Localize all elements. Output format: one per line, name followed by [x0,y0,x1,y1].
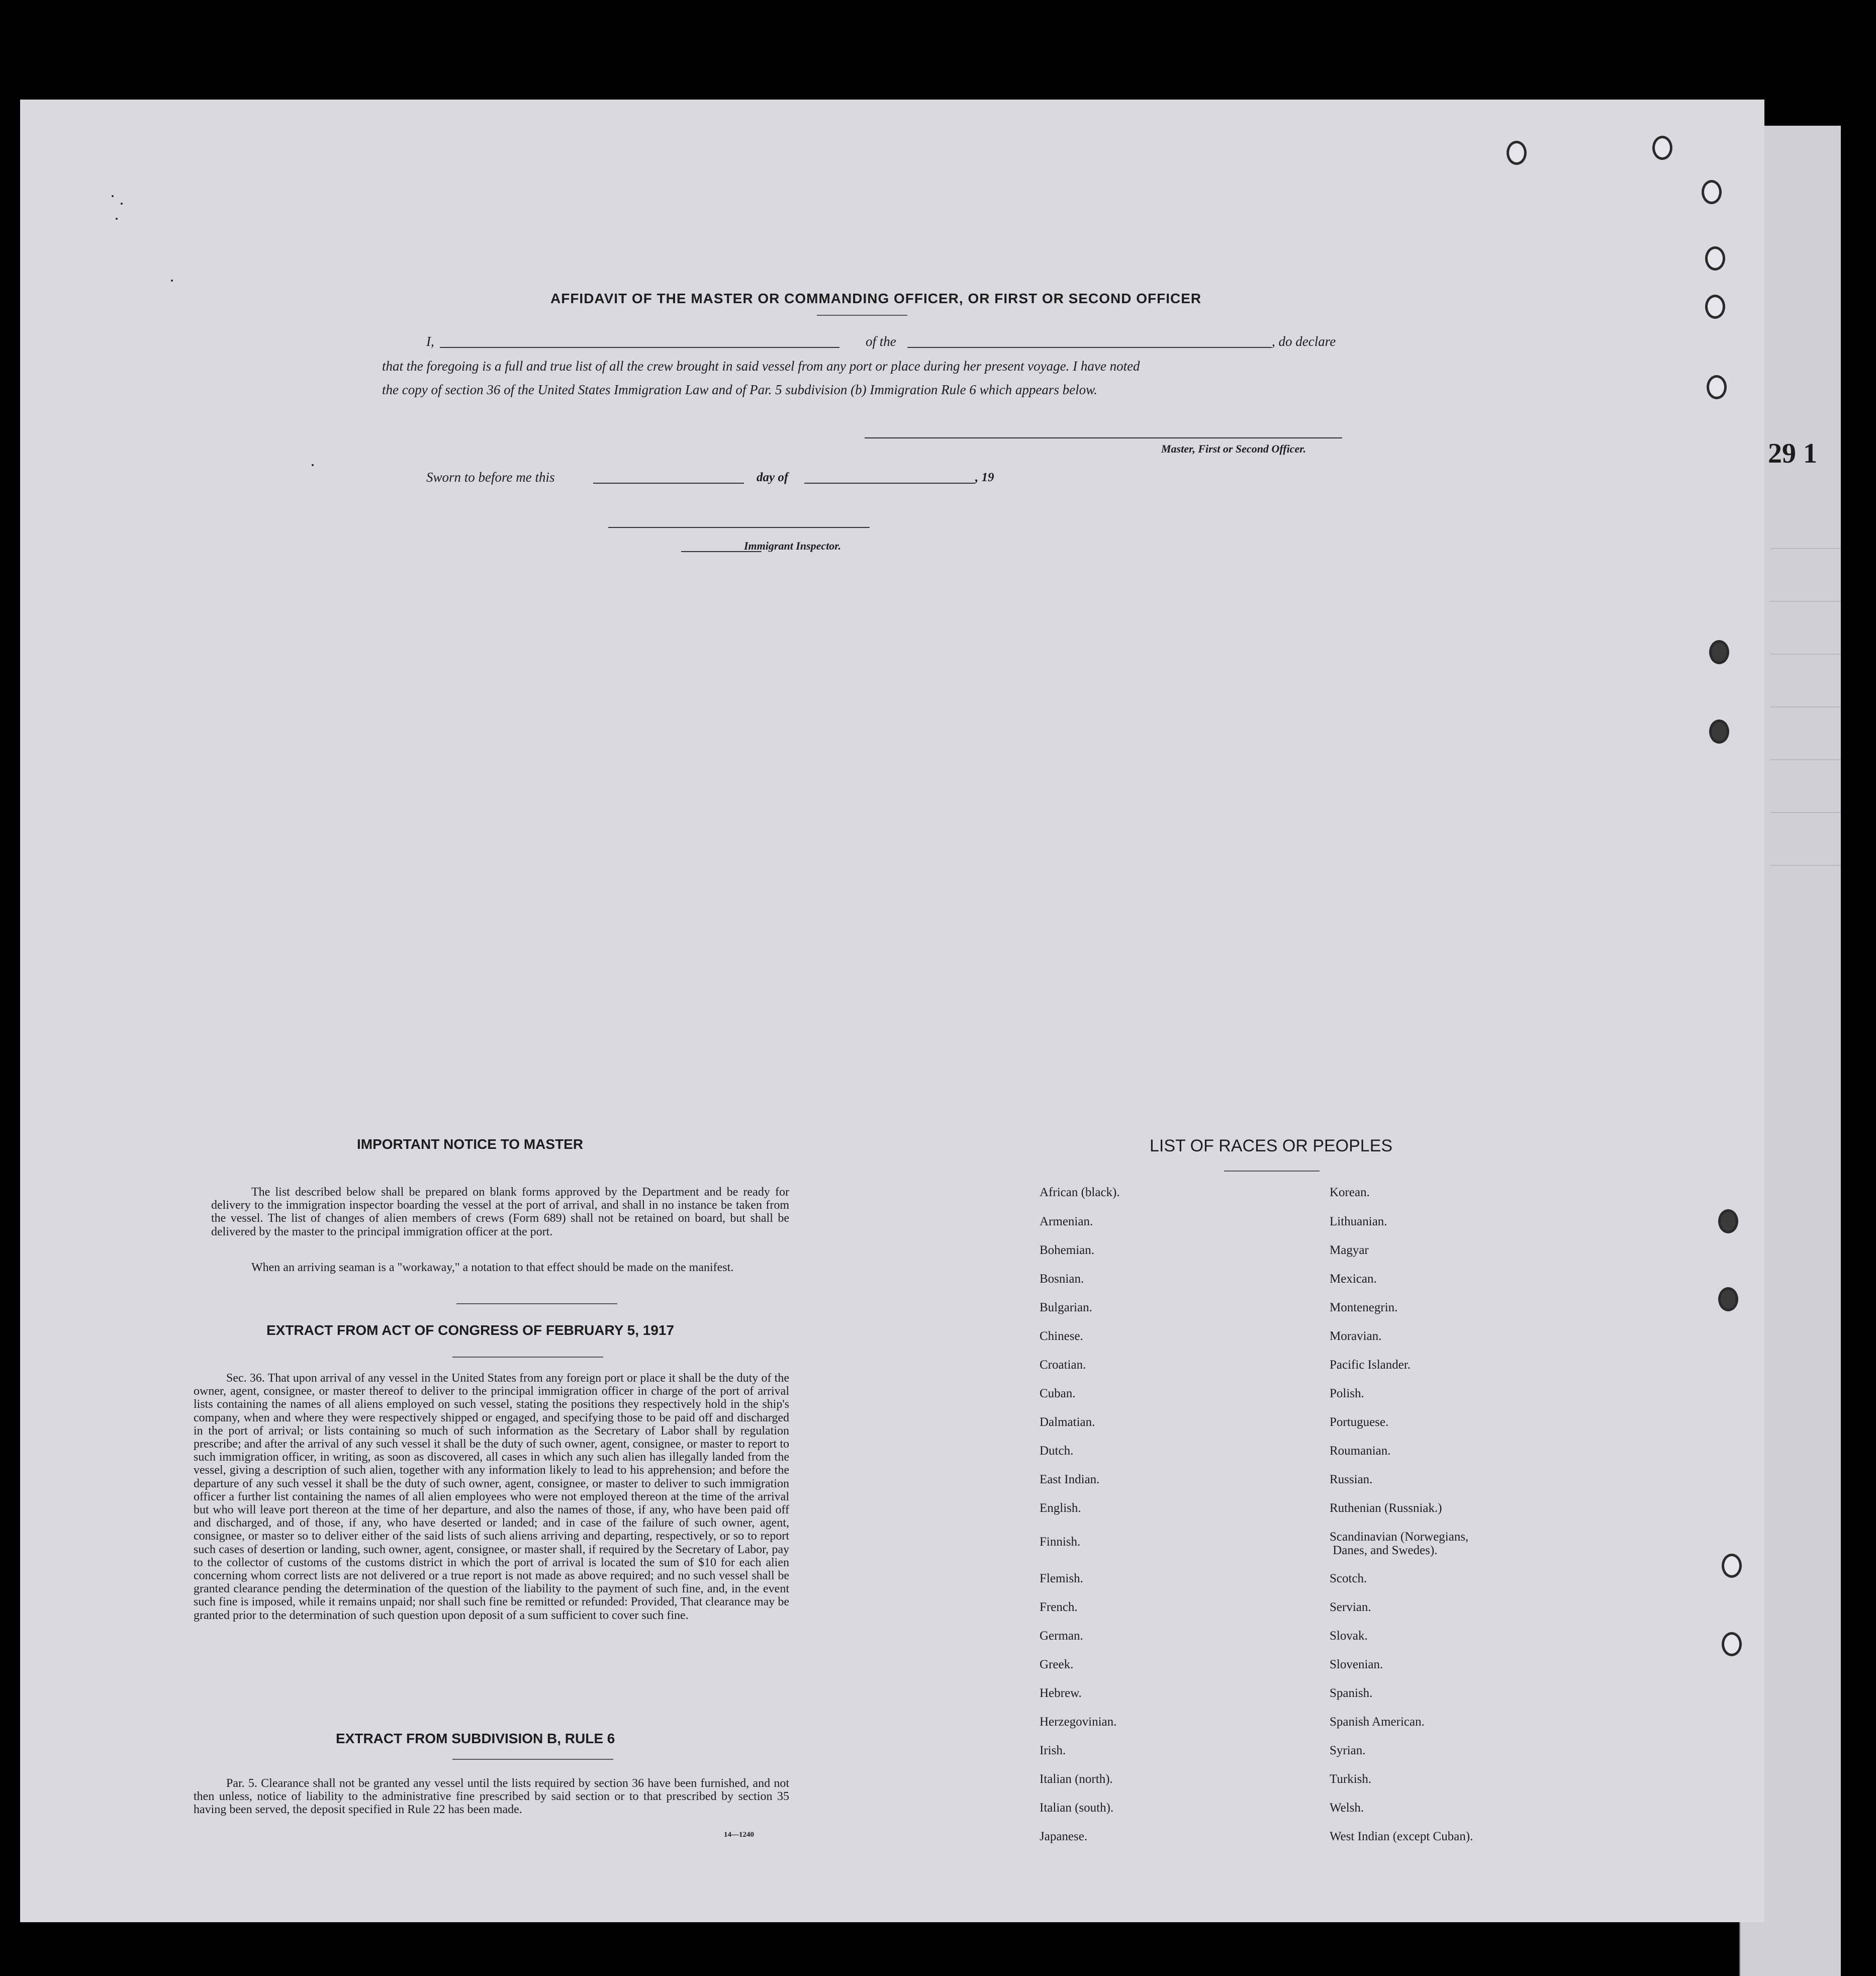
races-divider [1224,1171,1320,1172]
title-divider [817,315,907,316]
ink-smudge [171,280,173,282]
race-item: Greek. [1040,1658,1074,1671]
race-item: English. [1040,1501,1081,1515]
section-36-text: Sec. 36. That upon arrival of any vessel in the United States from any foreign port or place it shall be the duty of the owner, agent, consignee, or master thereof to deliver to the principal immigration officer in charge of the port of arrival lists containing the names of all aliens employed on such vessel, stating the positions they respectively hold in the ship's company, when and where they were respectively shipped or engaged, and specifying those to be paid off and discharged in the port of arrival; or lists containing so much of such information as the Secretary of Labor shall by regulation prescribe; and after the arrival of any such vessel it shall be the duty of such owner, agent, consignee, or master to report to such immigration officer, in writing, as soon as discovered, all cases in which any such alien has illegally landed from the vessel, giving a description of such alien, together with any information likely to lead to his apprehension; and before the departure of any such vessel it shall be the duty of such owner, agent, consignee, or master to deliver to such immigration officer a further list containing the names of all alien employees who were not employed thereon at the time of the arrival but who will leave port thereon at the time of her departure, and also the names of those, if any, who have been paid off and discharged, and of those, if any, who have deserted or landed; and in case of the failure of such owner, agent, consignee, or master so to deliver either of the said lists of such aliens arriving and departing, respectively, or so to report such cases of desertion or landing, such owner, agent, consignee, or master shall, if required by the Secretary of Labor, pay to the collector of customs of the customs district in which the port of arrival is located the sum of $10 for each alien concerning whom correct lists are not delivered or a true report is not made as above required; and no such vessel shall be granted clearance pending the determination of the question of the liability to the payment of such fine, and, in the event such fine is imposed, while it remains unpaid; nor shall such fine be remitted or refunded: Provided, That clearance may be granted prior to the determination of such question upon deposit of a sum sufficient to cover such fine. [194,1372,789,1622]
race-item: Slovak. [1330,1629,1368,1643]
notice-paragraph-2: When an arriving seaman is a "workaway," a notation to that effect should be made on the manifest. [251,1261,734,1274]
race-item: Cuban. [1040,1387,1076,1400]
binding-hole [1652,136,1672,160]
ruled-line [1770,812,1841,813]
affidavit-title: AFFIDAVIT OF THE MASTER OR COMMANDING OFFICER, OR FIRST OR SECOND OFFICER [550,291,1202,306]
binding-hole [1718,1209,1738,1233]
notice-paragraph-1: The list described below shall be prepared on blank forms approved by the Department and be ready for delivery to the immigration inspector boarding the vessel at the port of arrival, and shall in no instance be taken from the vessel. The list of changes of alien members of crews (Form 689) shall not be retained on board, but shall be delivered by the master to the principal immigration officer at the port. [211,1186,789,1238]
section-divider [452,1357,603,1358]
inspector-signature-line [608,527,870,528]
race-item: Korean. [1330,1186,1370,1199]
race-item: Japanese. [1040,1830,1088,1843]
race-item: Hebrew. [1040,1686,1082,1700]
ink-smudge [112,195,114,197]
vessel-blank-line [907,347,1272,348]
race-item: Magyar [1330,1243,1369,1257]
binding-hole [1722,1632,1742,1656]
signature-blank-line [865,437,1342,438]
race-item: Irish. [1040,1744,1066,1757]
race-item: Bulgarian. [1040,1301,1092,1314]
race-item: Bosnian. [1040,1272,1084,1286]
extract-rule-title: EXTRACT FROM SUBDIVISION B, RULE 6 [336,1731,615,1746]
sworn-day-blank-line [593,483,744,484]
race-item: Scotch. [1330,1572,1367,1585]
race-item: African (black). [1040,1186,1120,1199]
notice-title: IMPORTANT NOTICE TO MASTER [357,1136,584,1152]
signature-label: Master, First or Second Officer. [1161,442,1306,455]
binding-hole [1709,640,1729,664]
ink-smudge [121,203,123,205]
binding-hole [1709,720,1729,744]
race-item: German. [1040,1629,1083,1643]
race-item: Scandinavian (Norwegians, Danes, and Swedes). [1330,1530,1469,1557]
race-item: French. [1040,1600,1078,1614]
binding-hole [1707,375,1727,399]
race-item: Flemish. [1040,1572,1083,1585]
ink-smudge [116,218,118,220]
section-divider [452,1759,613,1760]
sworn-month-blank-line [804,483,975,484]
ink-smudge [312,464,314,466]
inspector-label: Immigrant Inspector. [744,540,841,552]
name-blank-line [440,347,839,348]
race-item: Slovenian. [1330,1658,1383,1671]
race-item: Herzegovinian. [1040,1715,1117,1729]
race-item: Syrian. [1330,1744,1366,1757]
ruled-line [1770,654,1841,655]
ruled-line [1770,759,1841,760]
race-item: Russian. [1330,1473,1373,1486]
race-item: Servian. [1330,1600,1371,1614]
binding-hole [1507,141,1527,165]
form-page [20,100,1764,1922]
binding-hole [1705,246,1725,271]
race-item: Dutch. [1040,1444,1074,1458]
affidavit-of-the-label: of the [866,334,896,349]
binding-hole [1722,1554,1742,1578]
race-item: Welsh. [1330,1801,1364,1815]
section-divider [456,1303,617,1304]
sworn-label: Sworn to before me this [426,470,555,485]
race-item: Chinese. [1040,1329,1083,1343]
race-item: Spanish. [1330,1686,1373,1700]
race-item: Pacific Islander. [1330,1358,1411,1372]
race-item: Croatian. [1040,1358,1086,1372]
affidavit-line-2: that the foregoing is a full and true list of all the crew brought in said vessel from any port or place during her present voyage. I have noted [382,358,1140,374]
form-number: 14—1240 [724,1831,754,1839]
binding-hole [1718,1287,1738,1311]
race-item: Mexican. [1330,1272,1377,1286]
ruled-line [1770,706,1841,707]
races-title: LIST OF RACES OR PEOPLES [1150,1136,1393,1155]
race-item: Montenegrin. [1330,1301,1398,1314]
back-page-number-fragment: 29 1 [1768,438,1817,469]
affidavit-i-label: I, [426,334,434,349]
race-item: Finnish. [1040,1535,1081,1549]
race-item: West Indian (except Cuban). [1330,1830,1473,1843]
ruled-line [1770,548,1841,549]
binding-hole [1705,295,1725,319]
race-item: Polish. [1330,1387,1364,1400]
extract-act-title: EXTRACT FROM ACT OF CONGRESS OF FEBRUARY 5, 1917 [266,1322,675,1338]
binding-hole [1702,180,1722,204]
ruled-line [1770,601,1841,602]
day-of-label: day of [757,471,789,484]
race-item: Turkish. [1330,1772,1372,1786]
race-item: Portuguese. [1330,1415,1389,1429]
ruled-line [1770,865,1841,866]
race-item: Bohemian. [1040,1243,1095,1257]
year-label: , 19 [975,471,994,484]
race-item: Armenian. [1040,1215,1093,1228]
affidavit-line-3: the copy of section 36 of the United States Immigration Law and of Par. 5 subdivision (b) Immigration Rule 6 which appears below. [382,382,1097,397]
race-item: Dalmatian. [1040,1415,1095,1429]
race-item: Lithuanian. [1330,1215,1387,1228]
race-item: Roumanian. [1330,1444,1391,1458]
rule-paragraph-5: Par. 5. Clearance shall not be granted any vessel until the lists required by section 36 have been furnished, and not then unless, notice of liability to the administrative fine prescribed by said section or to that prescribed by section 35 having been served, the deposit specified in Rule 22 has been made. [194,1777,789,1817]
race-item: Moravian. [1330,1329,1382,1343]
race-item: Ruthenian (Russniak.) [1330,1501,1442,1515]
race-item: Spanish American. [1330,1715,1425,1729]
affidavit-declare-label: , do declare [1272,334,1336,349]
race-item: Italian (south). [1040,1801,1114,1815]
race-item: Italian (north). [1040,1772,1113,1786]
race-item: East Indian. [1040,1473,1100,1486]
